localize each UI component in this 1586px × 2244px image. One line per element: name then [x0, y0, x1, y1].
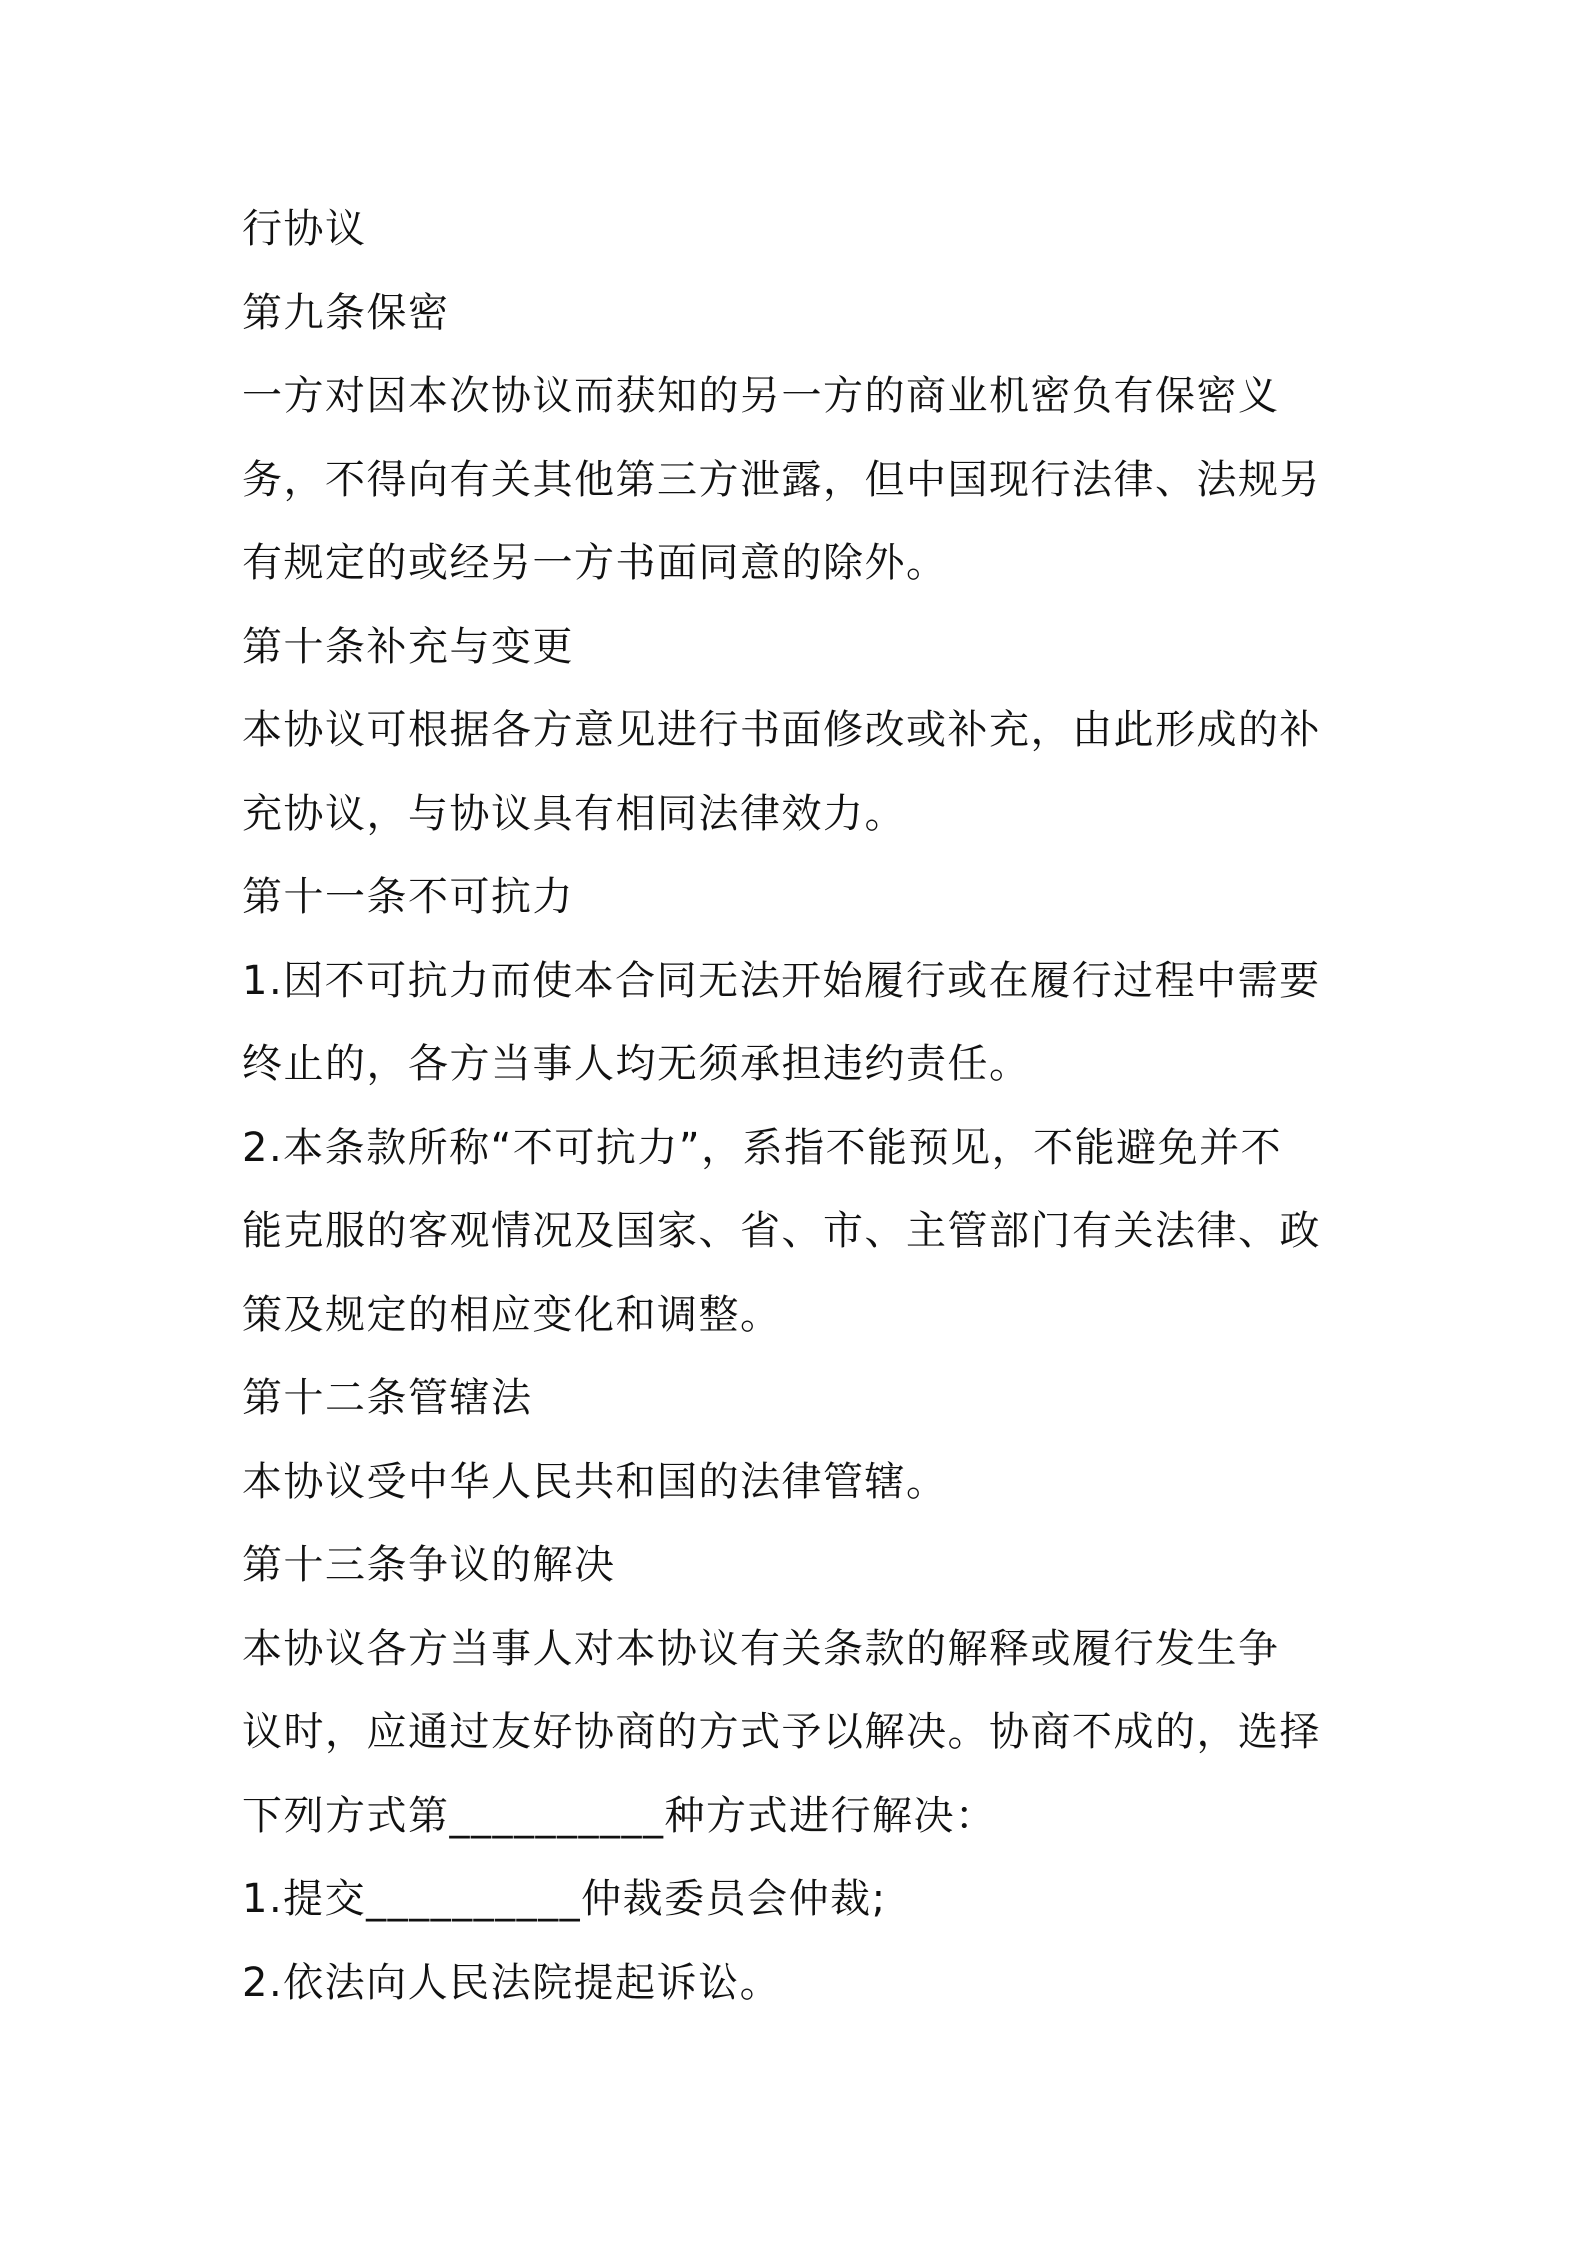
article-9-text-line-2: 务，不得向有关其他第三方泄露，但中国现行法律、法规另	[242, 456, 1321, 503]
article-13-text-line-1: 本协议各方当事人对本协议有关条款的解释或履行发生争	[242, 1625, 1280, 1672]
article-12-heading: 第十二条管辖法	[242, 1375, 533, 1421]
article-11-heading: 第十一条不可抗力	[242, 874, 574, 920]
article-10-text-line-1: 本协议可根据各方意见进行书面修改或补充，由此形成的补	[242, 707, 1321, 753]
article-13-text-line-3: 下列方式第__________种方式进行解决：	[242, 1792, 997, 1839]
article-12-text-line-1: 本协议受中华人民共和国的法律管辖。	[242, 1458, 948, 1505]
article-11-item-1-line-2: 终止的，各方当事人均无须承担违约责任。	[242, 1041, 1031, 1087]
article-11-item-2-line-3: 策及规定的相应变化和调整。	[242, 1291, 782, 1338]
article-13-heading: 第十三条争议的解决	[242, 1542, 616, 1588]
article-10-heading: 第十条补充与变更	[242, 623, 574, 670]
article-13-text-line-2: 议时，应通过友好协商的方式予以解决。协商不成的，选择	[242, 1709, 1321, 1755]
document-body	[242, 188, 1362, 2025]
article-9-text-line-3: 有规定的或经另一方书面同意的除外。	[242, 540, 948, 586]
article-9-text-line-1: 一方对因本次协议而获知的另一方的商业机密负有保密义	[242, 373, 1280, 419]
article-13-option-1: 1.提交__________仲裁委员会仲裁;	[242, 1876, 887, 1922]
text-line-continuation: 行协议	[242, 206, 367, 252]
article-13-option-2: 2.依法向人民法院提起诉讼。	[242, 1959, 782, 2006]
article-10-text-line-2: 充协议，与协议具有相同法律效力。	[242, 790, 906, 837]
article-11-item-2-line-2: 能克服的客观情况及国家、省、市、主管部门有关法律、政	[242, 1208, 1321, 1254]
article-9-heading: 第九条保密	[242, 289, 450, 336]
article-11-item-1-line-1: 1.因不可抗力而使本合同无法开始履行或在履行过程中需要	[242, 957, 1321, 1004]
article-11-item-2-line-1: 2.本条款所称“不可抗力”，系指不能预见，不能避免并不	[242, 1124, 1283, 1171]
